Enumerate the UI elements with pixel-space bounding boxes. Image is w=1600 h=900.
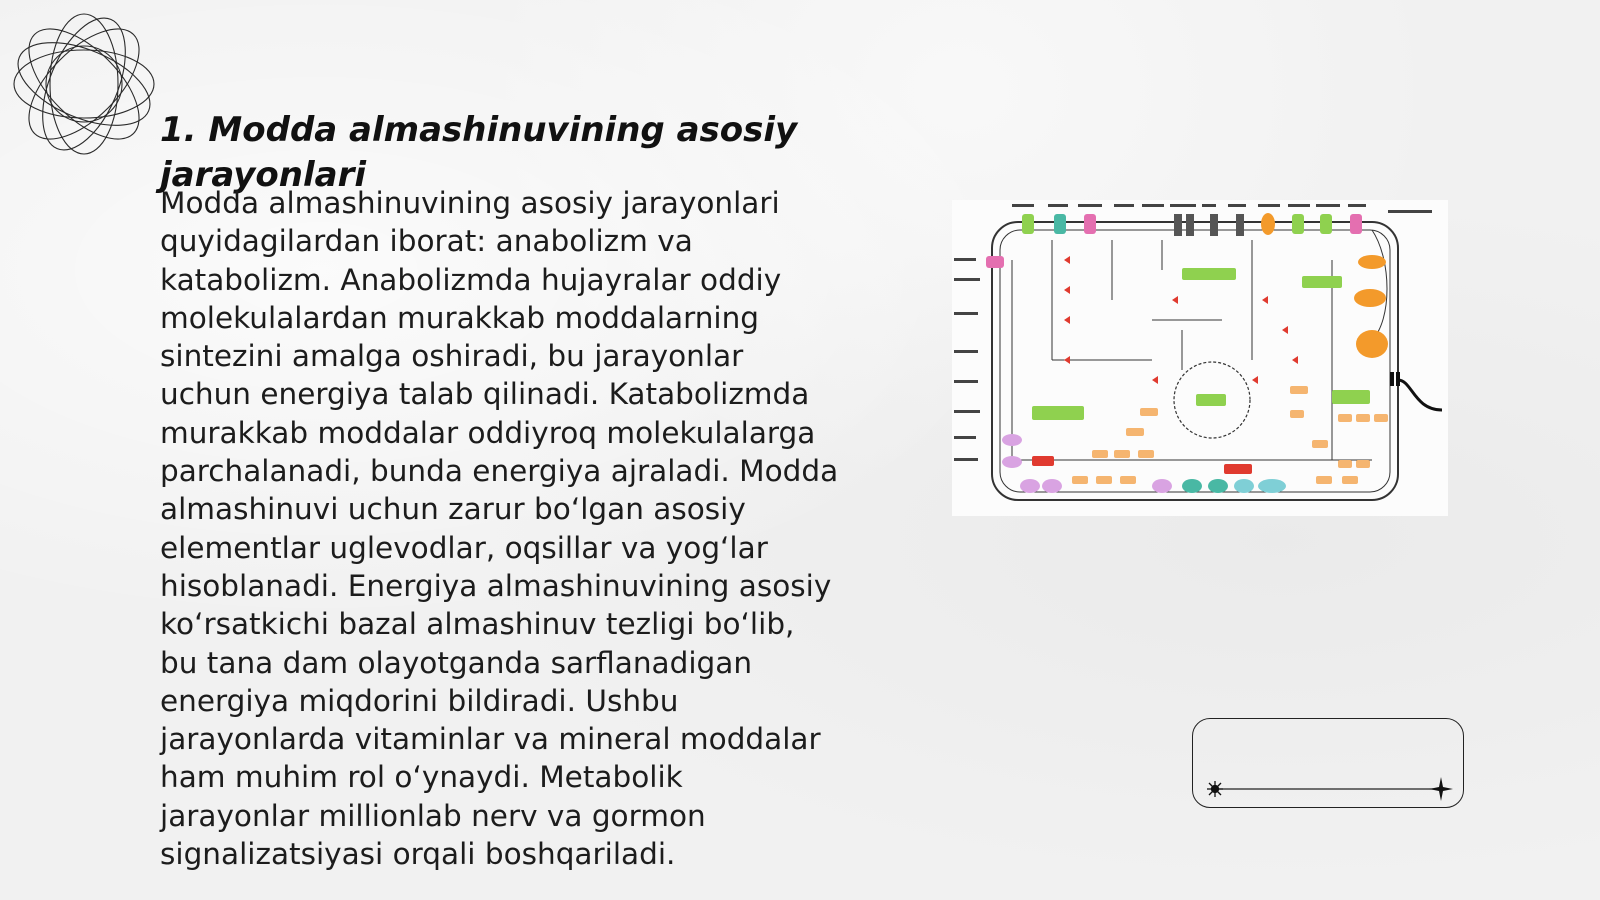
metabolic-pathway-diagram <box>952 200 1448 516</box>
slide-body-text: Modda almashinuvining asosiy jarayonlari quyidagilardan iborat: anabolizm va katabolizm. Anabolizmda hujayralar oddiy molekulalardan murakkab moddalarning sintezini amalga oshiradi, bu jarayonlar uchun energiya talab qilinadi. Katabolizmda murakkab moddalar oddiyroq molekulalarga parchalanadi, bunda energiya ajraladi. Modda almashinuvi uchun zarur bo‘lgan asosiy elementlar uglevodlar, oqsillar va yog‘lar hisoblanadi. Energiya almashinuvining asosiy ko‘rsatkichi bazal almashinuv tezligi bo‘lib, bu tana dam olayotganda sarflanadigan energiya miqdorini bildiradi. Ushbu jarayonlarda vitaminlar va mineral moddalar ham muhim rol o‘ynaydi. Metabolik jarayonlar millionlab nerv va gormon signalizatsiyasi orqali boshqariladi. <box>160 186 839 872</box>
sparkle-icon <box>1429 777 1453 801</box>
slide-title: 1. Modda almashinuvining asosiy jarayonlari <box>160 110 798 195</box>
timeline-card <box>1192 718 1464 808</box>
decorative-circles-icon <box>10 10 158 158</box>
sun-star-icon <box>1207 781 1223 797</box>
